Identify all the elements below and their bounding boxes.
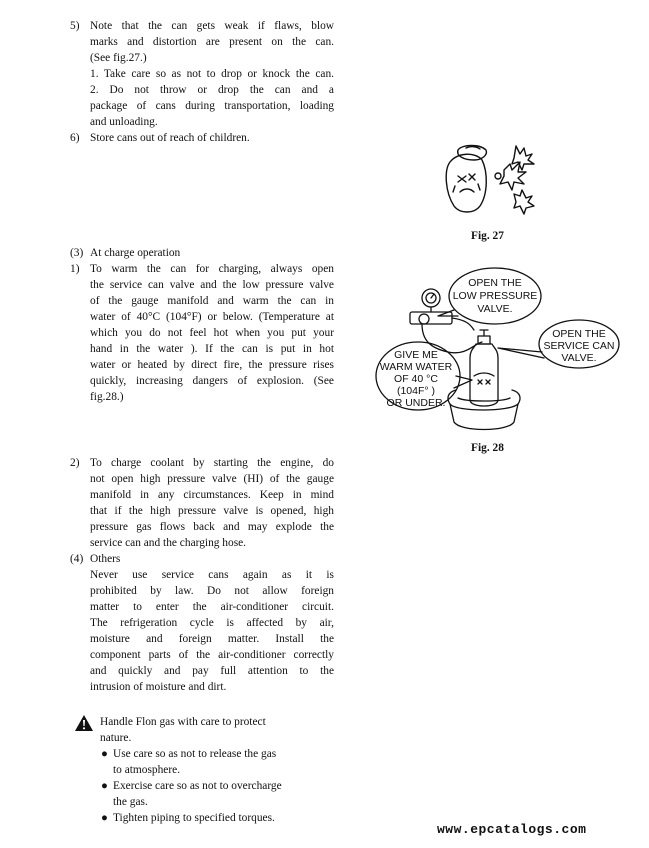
- item-1-line-5: which you do not feel hot when you put your: [90, 327, 334, 339]
- bubble-low-line-2: LOW PRESSURE: [452, 290, 538, 302]
- item-2-line-1: To charge coolant by starting the engine, do: [90, 457, 334, 469]
- item-1-number: 1): [70, 263, 80, 275]
- item-1-line-3: of the gauge manifold and warm the can in: [90, 295, 334, 307]
- bubble-warm-line-4: (104F° ): [396, 385, 436, 397]
- item-2-line-6: service can and the charging hose.: [90, 537, 247, 549]
- bubble-warm-line-5: OR UNDER.: [386, 397, 446, 409]
- bullet-icon: ●: [101, 812, 108, 824]
- section-4-line-1: Never use service cans again as it is: [90, 569, 334, 581]
- fig-27-caption: Fig. 27: [471, 230, 504, 242]
- section-4-line-5: moisture and foreign matter. Install the: [90, 633, 334, 645]
- section-4-line-4: The refrigeration cycle is affected by air,: [90, 617, 334, 629]
- watermark-url: www.epcatalogs.com: [437, 822, 587, 837]
- section-4-line-6: component parts of the air-conditioner correctly: [90, 649, 334, 661]
- item-5-sub-2-line-2: package of cans during transportation, loading: [90, 100, 334, 112]
- fig-27-illustration: [436, 140, 546, 222]
- item-2-line-5: pressure gas flows back and may explode the: [90, 521, 334, 533]
- section-3-number: (3): [70, 247, 84, 259]
- fig-28-caption: Fig. 28: [471, 442, 504, 454]
- bullet-3-line-1: Tighten piping to specified torques.: [113, 812, 275, 824]
- item-5-sub-2-line-1: 2. Do not throw or drop the can and a: [90, 84, 334, 96]
- item-5-number: 5): [70, 20, 80, 32]
- bullet-1-line-1: Use care so as not to release the gas: [113, 748, 277, 760]
- caution-line-2: nature.: [100, 732, 132, 744]
- bubble-low-line-1: OPEN THE: [468, 277, 522, 289]
- item-1-line-8: quickly, increasing dangers of explosion. (See: [90, 375, 334, 387]
- item-6-number: 6): [70, 132, 80, 144]
- bubble-low-line-3: VALVE.: [477, 303, 513, 315]
- item-5-line-2: marks and distortion are present on the can.: [90, 36, 334, 48]
- bubble-warm-line-1: GIVE ME: [394, 349, 438, 361]
- bullet-2-line-1: Exercise care so as not to overcharge: [113, 780, 282, 792]
- bubble-service-line-2: SERVICE CAN: [543, 340, 615, 352]
- item-5-line-1: Note that the can gets weak if flaws, blow: [90, 20, 334, 32]
- section-4-heading: Others: [90, 553, 121, 565]
- warning-icon: [74, 714, 94, 732]
- item-1-line-9: fig.28.): [90, 391, 124, 403]
- item-6-text: Store cans out of reach of children.: [90, 132, 250, 144]
- bubble-warm-line-2: WARM WATER: [379, 361, 453, 373]
- section-4-line-8: intrusion of moisture and dirt.: [90, 681, 227, 693]
- section-4-number: (4): [70, 553, 84, 565]
- bubble-service-line-1: OPEN THE: [552, 328, 606, 340]
- item-1-line-6: hand in the water ). If the can is put in hot: [90, 343, 334, 355]
- caution-line-1: Handle Flon gas with care to protect: [100, 716, 266, 728]
- bubble-warm-line-3: OF 40 °C: [394, 373, 438, 385]
- bullet-1-line-2: to atmosphere.: [113, 764, 181, 776]
- item-5-sub-2-line-3: and unloading.: [90, 116, 158, 128]
- bullet-2-line-2: the gas.: [113, 796, 148, 808]
- section-4-line-7: and quickly and pay full attention to the: [90, 665, 334, 677]
- section-4-line-2: prohibited by law. Do not allow foreign: [90, 585, 334, 597]
- item-1-line-7: water or heated by direct fire, the pressure rises: [90, 359, 334, 371]
- item-1-line-4: water of 40°C (104°F) or below. (Temperature at: [90, 311, 334, 323]
- section-4-line-3: matter to enter the air-conditioner circuit.: [90, 601, 334, 613]
- item-2-line-2: not open high pressure valve (HI) of the gauge: [90, 473, 334, 485]
- item-2-line-3: manifold in any circumstances. Keep in mind: [90, 489, 334, 501]
- bullet-icon: ●: [101, 748, 108, 760]
- section-3-heading: At charge operation: [90, 247, 181, 259]
- item-5-sub-1: 1. Take care so as not to drop or knock the can.: [90, 68, 334, 80]
- item-2-line-4: that if the high pressure valve is opened, high: [90, 505, 334, 517]
- item-2-number: 2): [70, 457, 80, 469]
- item-1-line-1: To warm the can for charging, always open: [90, 263, 334, 275]
- fig-28-illustration: [370, 262, 622, 440]
- item-5-line-3: (See fig.27.): [90, 52, 147, 64]
- bullet-icon: ●: [101, 780, 108, 792]
- item-1-line-2: the service can valve and the low pressure valve: [90, 279, 334, 291]
- bubble-service-line-3: VALVE.: [561, 352, 597, 364]
